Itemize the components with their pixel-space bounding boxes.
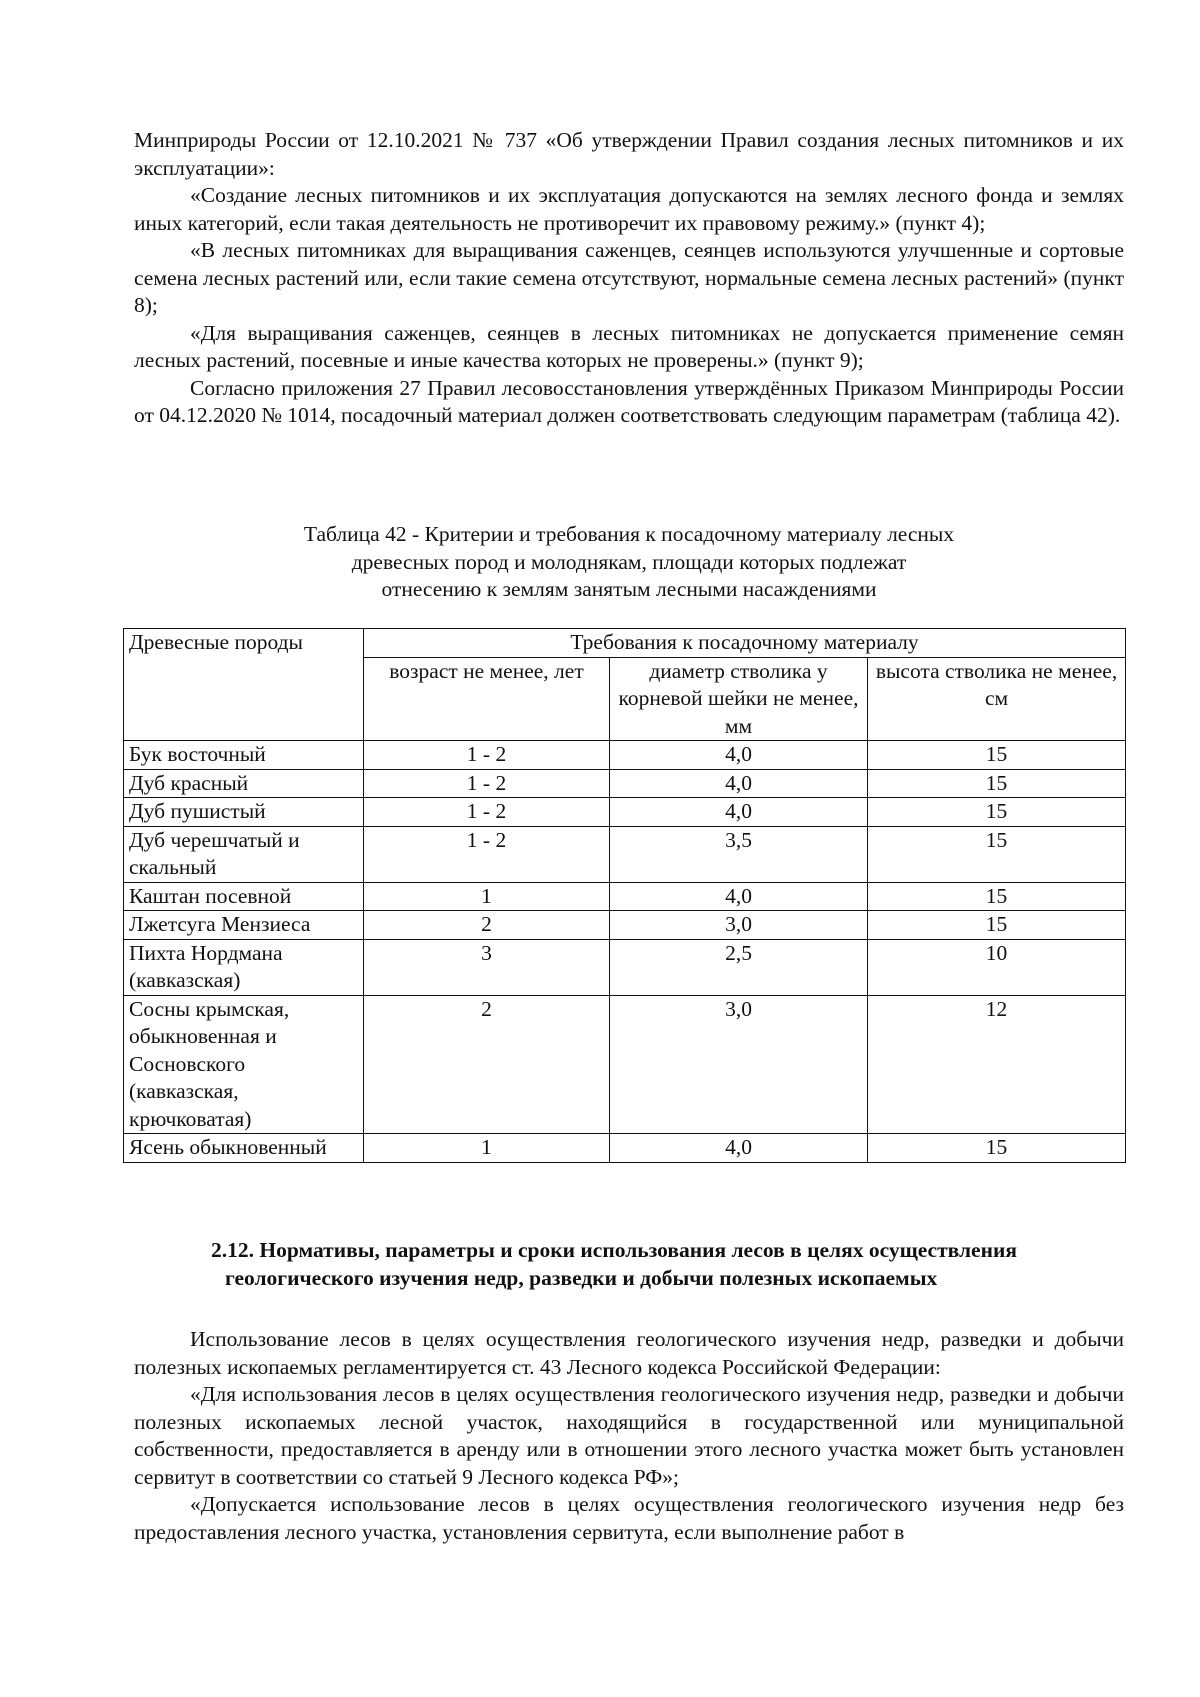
cell-diameter: 4,0 — [610, 741, 868, 770]
cell-height: 15 — [868, 911, 1126, 940]
cell-species: Каштан посевной — [124, 882, 364, 911]
caption-line-1: Таблица 42 - Критерии и требования к посадочному материалу лесных — [303, 522, 955, 546]
cell-species: Дуб черешчатый и скальный — [124, 826, 364, 882]
header-age: возраст не менее, лет — [364, 657, 610, 741]
table-row — [124, 769, 1126, 798]
intro-paragraph-5: Согласно приложения 27 Правил лесовосстановления утверждённых Приказом Минприроды России от 04.12.2020 № 1014, посадочный материал должен соответствовать следующим параметрам (таблица 42). — [134, 375, 1124, 427]
cell-height: 15 — [868, 769, 1126, 798]
cell-diameter: 4,0 — [610, 798, 868, 827]
intro-paragraph-3: «В лесных питомниках для выращивания саженцев, сеянцев используются улучшенные и сортовые семена лесных растений или, если такие семена отсутствуют, нормальные семена лесных растений» (пункт 8); — [134, 238, 1124, 317]
caption-line-3: отнесению к землям занятым лесными насаждениями — [381, 577, 877, 601]
cell-diameter: 3,5 — [610, 826, 868, 882]
table-row — [124, 882, 1126, 911]
header-diameter: диаметр стволика у корневой шейки не менее, мм — [610, 657, 868, 741]
table-body — [124, 741, 1126, 1163]
cell-age: 1 - 2 — [364, 769, 610, 798]
table-row — [124, 939, 1126, 995]
cell-age: 2 — [364, 911, 610, 940]
header-height: высота стволика не менее, см — [868, 657, 1126, 741]
cell-height: 10 — [868, 939, 1126, 995]
cell-age: 1 - 2 — [364, 741, 610, 770]
cell-diameter: 3,0 — [610, 995, 868, 1134]
cell-height: 15 — [868, 1134, 1126, 1163]
cell-diameter: 4,0 — [610, 1134, 868, 1163]
section-paragraph-2: «Для использования лесов в целях осуществления геологического изучения недр, разведки и добычи полезных ископаемых лесной участок, находящийся в государственной или муниципальной собственности, предоставляется в аренду или в отношении этого лесного участка может быть установлен сервитут в соответствии со статьей 9 Лесного кодекса РФ»; — [134, 1382, 1124, 1489]
cell-species: Сосны крымская, обыкновенная и Сосновского (кавказская, крючковатая) — [124, 995, 364, 1134]
intro-paragraph-2: «Создание лесных питомников и их эксплуатация допускаются на землях лесного фонда и землях иных категорий, если такая деятельность не противоречит их правовому режиму.» (пункт 4); — [134, 183, 1124, 235]
cell-age: 1 - 2 — [364, 798, 610, 827]
cell-diameter: 4,0 — [610, 882, 868, 911]
cell-height: 15 — [868, 741, 1126, 770]
section-paragraph-3: «Допускается использование лесов в целях осуществления геологического изучения недр без предоставления лесного участка, установления сервитута, если выполнение работ в — [134, 1492, 1124, 1544]
table-row — [124, 1134, 1126, 1163]
header-species: Древесные породы — [124, 629, 364, 741]
intro-text — [134, 127, 1124, 430]
header-requirements: Требования к посадочному материалу — [364, 629, 1126, 658]
cell-height: 15 — [868, 826, 1126, 882]
table-row — [124, 995, 1126, 1134]
cell-species: Ясень обыкновенный — [124, 1134, 364, 1163]
table-caption — [134, 521, 1124, 604]
section-heading — [134, 1237, 1124, 1292]
cell-age: 1 — [364, 1134, 610, 1163]
cell-diameter: 4,0 — [610, 769, 868, 798]
cell-age: 1 — [364, 882, 610, 911]
table-header-row — [124, 629, 1126, 658]
cell-species: Дуб красный — [124, 769, 364, 798]
cell-height: 15 — [868, 798, 1126, 827]
cell-height: 15 — [868, 882, 1126, 911]
cell-diameter: 3,0 — [610, 911, 868, 940]
section-heading-line-2: геологического изучения недр, разведки и добычи полезных ископаемых — [225, 1265, 938, 1290]
table-row — [124, 911, 1126, 940]
intro-paragraph-4: «Для выращивания саженцев, сеянцев в лесных питомниках не допускается применение семян лесных растений, посевные и иные качества которых не проверены.» (пункт 9); — [134, 320, 1124, 372]
table-row — [124, 741, 1126, 770]
cell-age: 3 — [364, 939, 610, 995]
planting-material-table — [123, 628, 1126, 1163]
cell-age: 1 - 2 — [364, 826, 610, 882]
table-row — [124, 826, 1126, 882]
cell-species: Бук восточный — [124, 741, 364, 770]
section-paragraph-1: Использование лесов в целях осуществления геологического изучения недр, разведки и добычи полезных ископаемых регламентируется ст. 43 Лесного кодекса Российской Федерации: — [134, 1327, 1124, 1379]
cell-species: Пихта Нордмана (кавказская) — [124, 939, 364, 995]
cell-diameter: 2,5 — [610, 939, 868, 995]
table-row — [124, 798, 1126, 827]
section-text — [134, 1326, 1124, 1546]
cell-age: 2 — [364, 995, 610, 1134]
cell-species: Дуб пушистый — [124, 798, 364, 827]
intro-paragraph-1: Минприроды России от 12.10.2021 № 737 «Об утверждении Правил создания лесных питомников и их эксплуатации»: — [134, 128, 1124, 180]
section-heading-line-1: 2.12. Нормативы, параметры и сроки использования лесов в целях осуществления — [211, 1238, 1017, 1262]
caption-line-2: древесных пород и молоднякам, площади которых подлежат — [351, 549, 907, 574]
cell-species: Лжетсуга Мензиеса — [124, 911, 364, 940]
cell-height: 12 — [868, 995, 1126, 1134]
